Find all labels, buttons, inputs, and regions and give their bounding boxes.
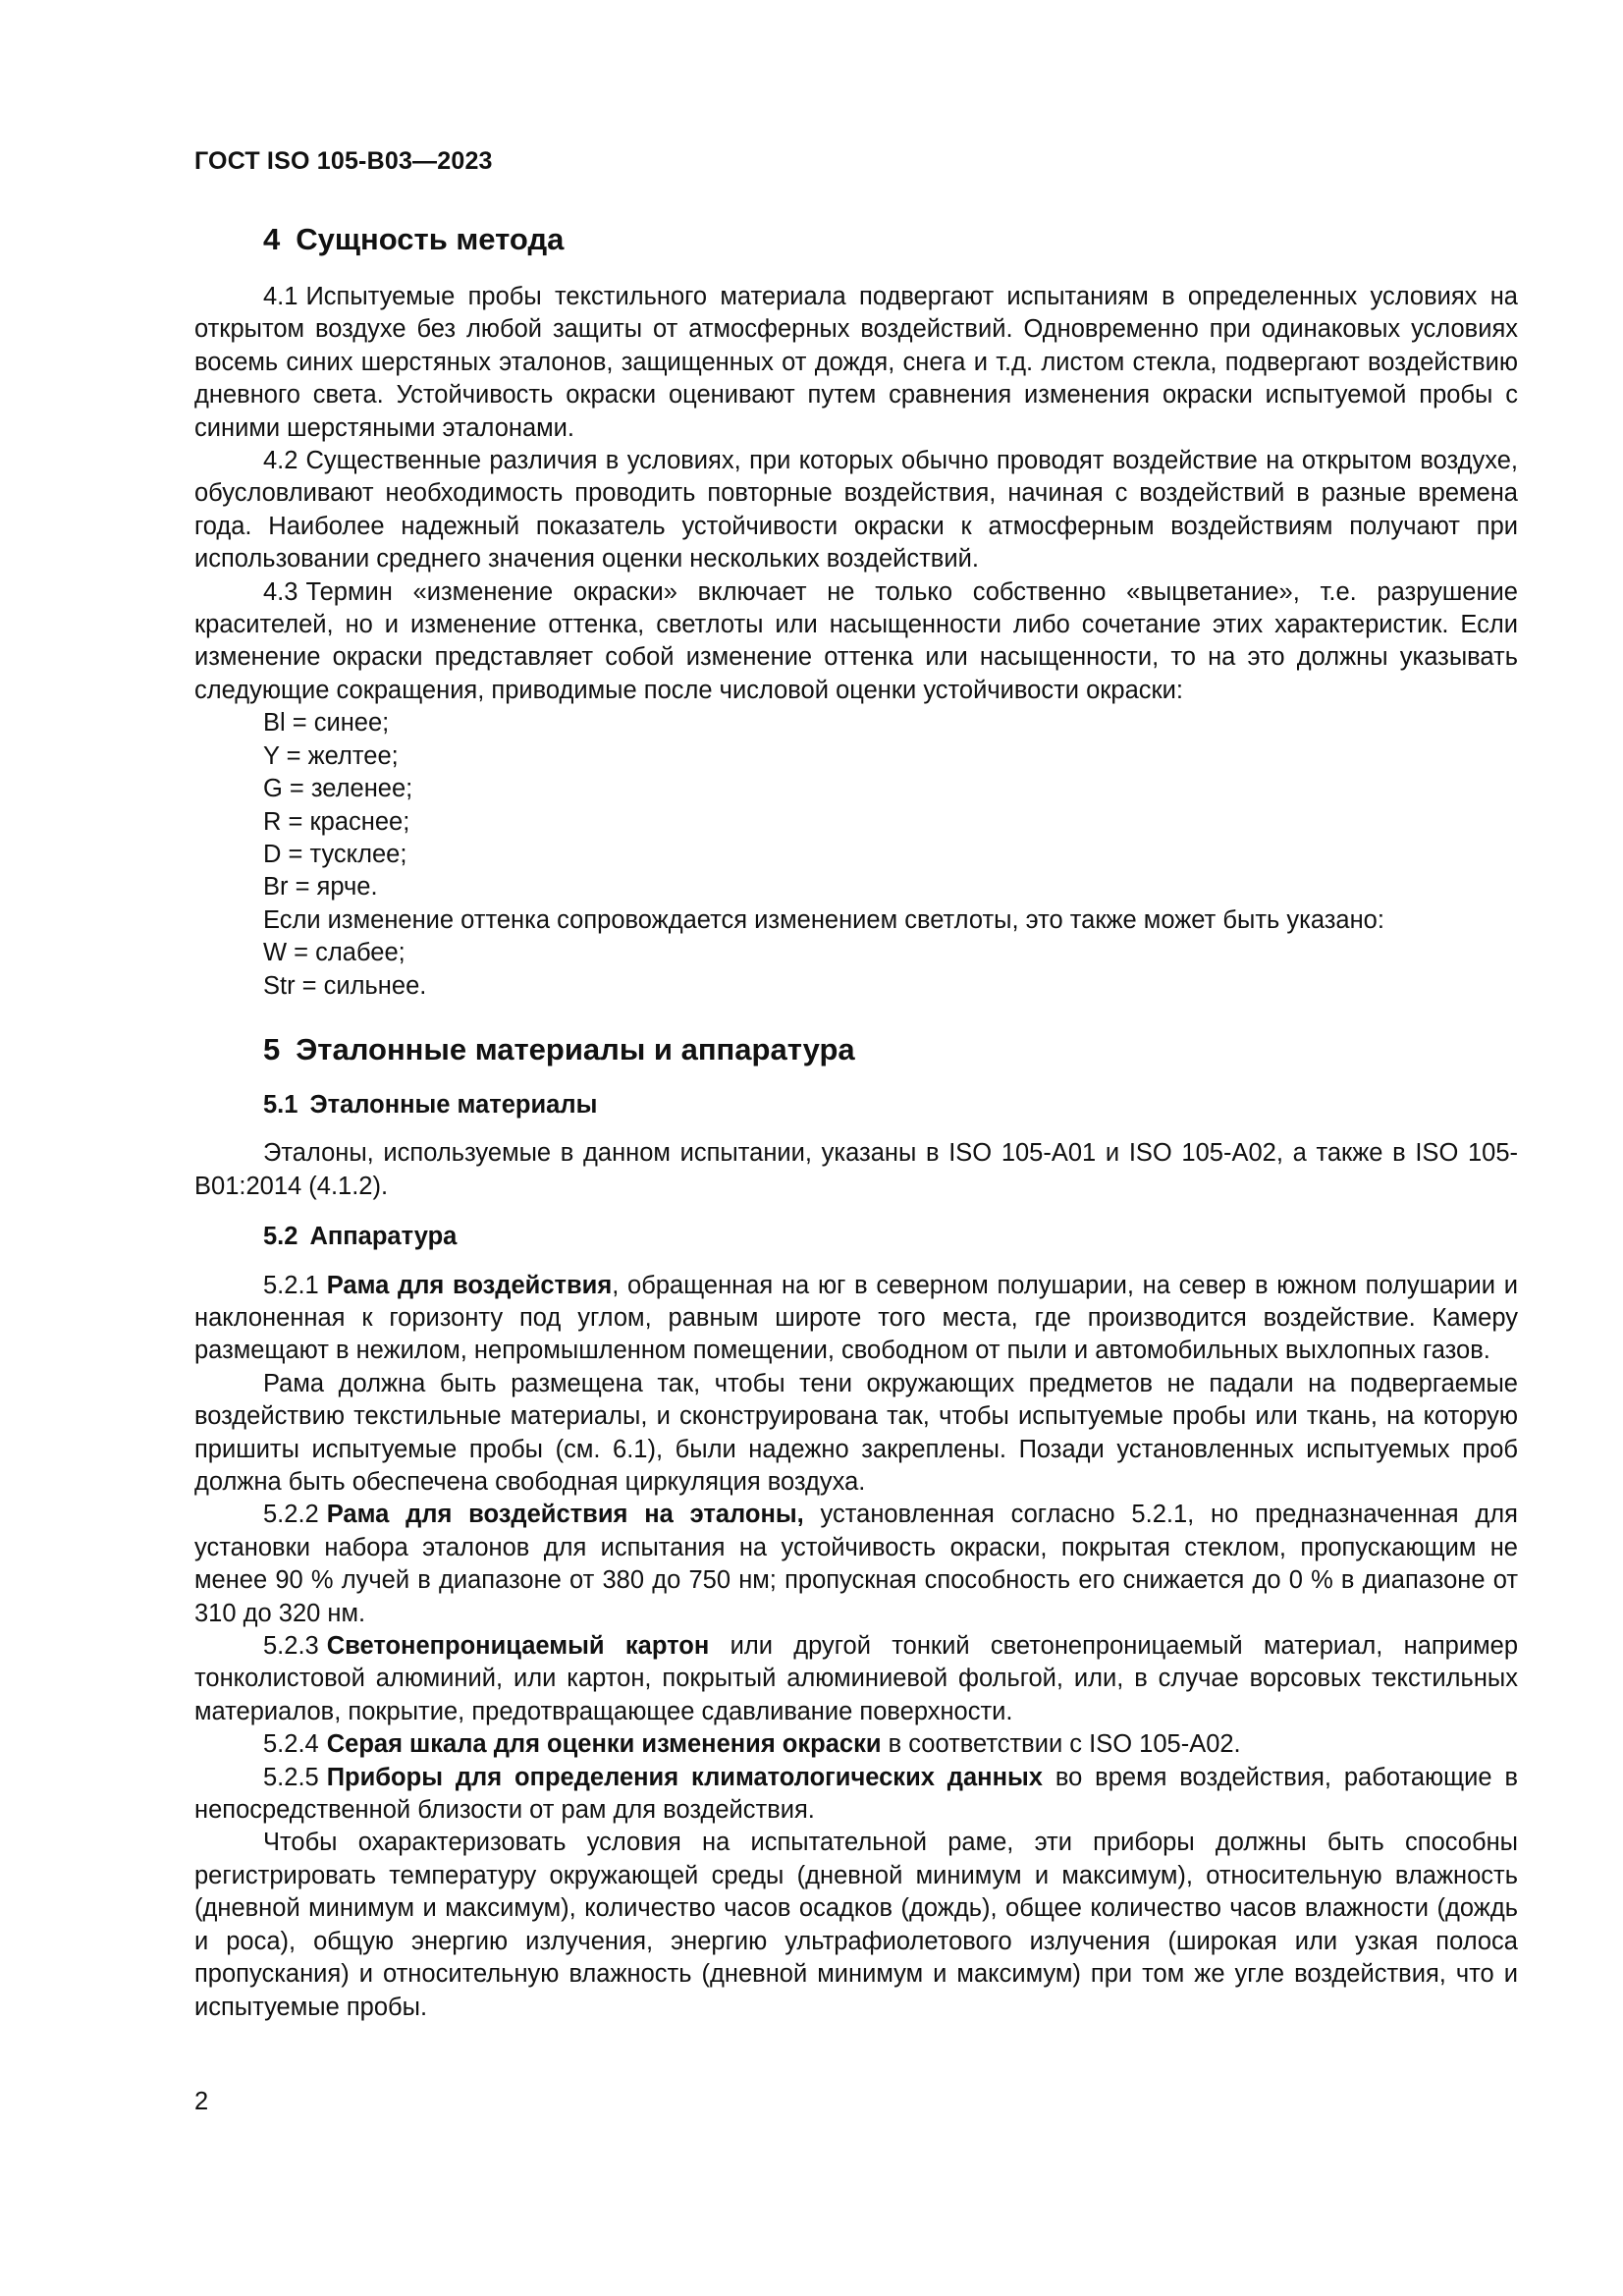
list-item: W = слабее; [263,939,406,967]
term-bold: Светонепроницаемый картон [326,1632,710,1661]
subsection-5-2-heading [194,1221,1518,1253]
subsection-5-1-heading [194,1089,1518,1121]
subsection-title: Эталонные материалы [309,1090,598,1119]
paragraph-5-2-1 [194,1270,1518,1368]
section-title: Сущность метода [296,222,565,256]
list-item: R = краснее; [263,807,410,836]
page-number: 2 [194,2088,209,2115]
clause-number: 5.2.5 [263,1763,319,1791]
subsection-number: 5.2 [263,1223,298,1251]
paragraph-5-2-5-cont: Чтобы охарактеризовать условия на испытательной раме, эти приборы должны быть способны регистрировать температуру окружающей среды (дневной минимум и максимум), относительную влажность (дневной минимум и максимум), количество часов осадков (дождь), общее количество часов влажности (дождь и роса), общую энергию излучения, энергию ультрафиолетового излучения (широкая или узкая полоса пропускания) и относительную влажность (дневной минимум и максимум) при том же угле воздействия, что и испытуемые пробы. [194,1829,1518,2021]
section-number: 5 [263,1031,281,1066]
list-item: Str = сильнее. [263,971,427,1000]
paragraph-5-2-4 [194,1728,1518,1761]
clause-number: 4.2 [263,447,298,475]
term-bold: Серая шкала для оценки изменения окраски [326,1730,882,1759]
paragraph-5-2-1-cont: Рама должна быть размещена так, чтобы тени окружающих предметов не падали на подвергаемые воздействию текстильные материалы, и сконструирована так, чтобы испытуемые пробы или ткань, на которую пришиты испытуемые пробы (см. 6.1), были надежно закреплены. Позади установленных испытуемых проб должна быть обеспечена свободная циркуляция воздуха. [194,1369,1518,1496]
subsection-number: 5.1 [263,1090,298,1119]
term-bold: Рама для воздействия [326,1271,613,1299]
paragraph-4-2 [194,445,1518,576]
list-item: G = зеленее; [263,775,413,803]
paragraph-text: или другой тонкий светонепроницаемый материал, например тонколистовой алюминий, или картон, покрытый алюминиевой фольгой, или, в случае ворсовых текстильных материалов, покрытие, предотвращающее сдавливание поверхности. [194,1632,1519,1725]
paragraph-text: установленная согласно 5.2.1, но предназначенная для установки набора эталонов для испытания на устойчивость окраски, покрытая стеклом, пропускающим не менее 90 % лучей в диапазоне от 380 до 750 нм; пропускная способность его снижается до 0 % в диапазоне от 310 до 320 нм. [194,1501,1518,1627]
page-content [194,220,1518,2024]
lightness-note: Если изменение оттенка сопровождается изменением светлоты, это также может быть указано: [263,905,1384,934]
subsection-title: Аппаратура [309,1223,458,1251]
list-item: Y = желтее; [263,741,399,770]
section-5-heading [194,1030,1518,1069]
paragraph-text: , обращенная на юг в северном полушарии, на север в южном полушарии и наклоненная к горизонту под углом, равным широте того места, где производится воздействие. Камеру размещают в нежилом, непромышленном помещении, свободном от пыли и автомобильных выхлопных газов. [194,1271,1518,1365]
paragraph-text: во время воздействия, работающие в непосредственной близости от рам для воздействия. [194,1763,1518,1825]
section-4-heading [194,220,1518,259]
section-title: Эталонные материалы и аппаратура [296,1031,855,1066]
section-number: 4 [263,222,281,256]
paragraph-4-1 [194,281,1518,445]
term-bold: Рама для воздействия на эталоны, [326,1501,804,1529]
abbreviation-list [194,707,1518,903]
paragraph-text: в соответствии с ISO 105-A02. [881,1730,1241,1759]
clause-number: 4.1 [263,283,298,310]
paragraph-text: Термин «изменение окраски» включает не только собственно «выцветание», т.е. разрушение красителей, но и изменение оттенка, светлоты или насыщенности либо сочетание этих характеристик. Если изменение окраски представляет собой изменение оттенка или насыщенности, то на это должны указывать следующие сокращения, приводимые после числовой оценки устойчивости окраски: [194,577,1518,704]
list-item: D = тусклее; [263,840,407,868]
paragraph-text: Испытуемые пробы текстильного материала подвергают испытаниям в определенных условиях на открытом воздухе без любой защиты от атмосферных воздействий. Одновременно при одинаковых условиях восемь синих шерстяных эталонов, защищенных от дождя, снега и т.д. листом стекла, подвергают воздействию дневного света. Устойчивость окраски оценивают путем сравнения изменения окраски испытуемой пробы с синими шерстяными эталонами. [194,283,1518,442]
paragraph-4-3 [194,576,1518,708]
clause-number: 5.2.1 [263,1271,319,1299]
term-bold: Приборы для определения климатологических данных [326,1763,1043,1791]
clause-number: 5.2.2 [263,1501,319,1529]
paragraph-5-2-5 [194,1762,1518,1828]
document-header: ГОСТ ISO 105-B03—2023 [194,147,493,175]
paragraph-5-2-3 [194,1630,1518,1728]
paragraph-text: Существенные различия в условиях, при которых обычно проводят воздействие на открытом воздухе, обусловливают необходимость проводить повторные воздействия, начиная с воздействий в разные времена года. Наиболее надежный показатель устойчивости окраски к атмосферным воздействиям получают при использовании среднего значения оценки нескольких воздействий. [194,447,1518,574]
paragraph-5-2-2 [194,1499,1518,1630]
list-item: Br = ярче. [263,873,378,902]
abbreviation-list-2 [194,937,1518,1003]
clause-number: 5.2.3 [263,1632,319,1661]
paragraph-5-1: Эталоны, используемые в данном испытании, указаны в ISO 105-A01 и ISO 105-A02, а также в ISO 105-B01:2014 (4.1.2). [194,1139,1518,1200]
clause-number: 5.2.4 [263,1730,319,1759]
clause-number: 4.3 [263,577,298,606]
list-item: Bl = синее; [263,709,390,738]
